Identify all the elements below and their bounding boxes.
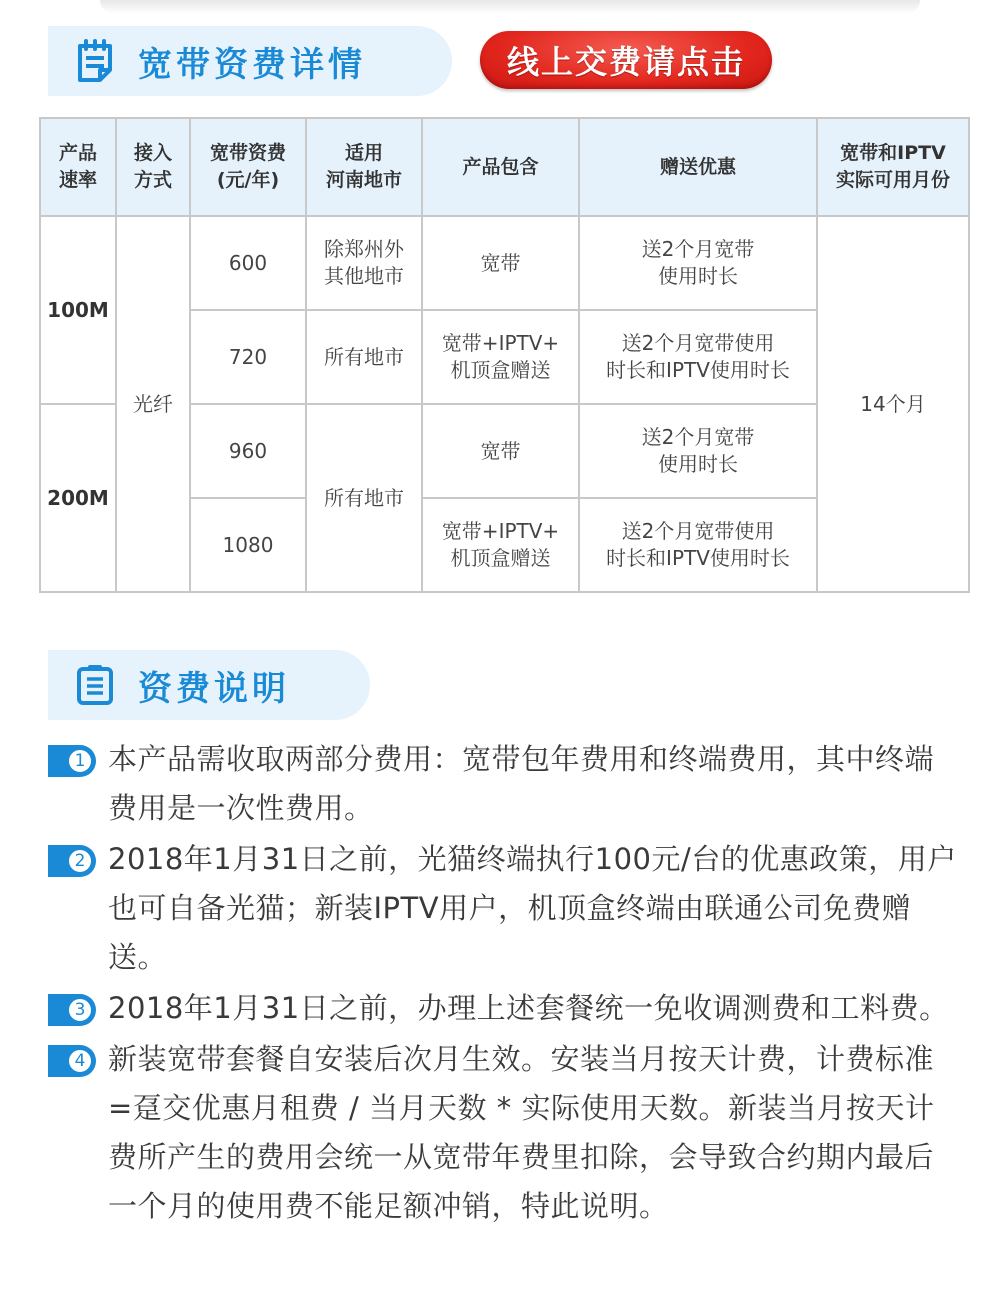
header-access-method: 接入 方式	[116, 118, 190, 216]
fee-cell: 1080	[190, 498, 306, 592]
list-item	[48, 984, 968, 1033]
online-payment-button[interactable]: 线上交费请点击	[480, 31, 772, 89]
section-header-fee-notes	[48, 650, 370, 720]
includes-cell: 宽带+IPTV+ 机顶盒赠送	[422, 498, 579, 592]
note-text: 新装宽带套餐自安装后次月生效。安装当月按天计费，计费标准=趸交优惠月租费 / 当月天数 * 实际使用天数。新装当月按天计费所产生的费用会统一从宽带年费里扣除，会导致合约期内最后一个月的使用费不能足额冲销，特此说明。	[108, 1042, 935, 1223]
bonus-cell: 送2个月宽带使用 时长和IPTV使用时长	[579, 498, 817, 592]
list-item	[48, 1035, 968, 1231]
note-text: 2018年1月31日之前，光猫终端执行100元/台的优惠政策，用户也可自备光猫；新装IPTV用户，机顶盒终端由联通公司免费赠送。	[108, 842, 957, 974]
number-badge: 3	[48, 994, 96, 1026]
broadband-fee-table	[39, 117, 970, 593]
table-row	[40, 216, 969, 310]
number-badge: 2	[48, 845, 96, 877]
includes-cell: 宽带	[422, 216, 579, 310]
section-title: 宽带资费详情	[138, 44, 366, 85]
speed-cell: 100M	[40, 216, 116, 404]
fee-cell: 960	[190, 404, 306, 498]
note-text: 本产品需收取两部分费用：宽带包年费用和终端费用，其中终端费用是一次性费用。	[108, 742, 935, 825]
speed-cell: 200M	[40, 404, 116, 592]
list-item	[48, 735, 968, 833]
fee-notes-list	[48, 735, 968, 1233]
includes-cell: 宽带	[422, 404, 579, 498]
region-cell: 所有地市	[306, 310, 422, 404]
available-months-cell: 14个月	[817, 216, 969, 592]
header-available-months: 宽带和IPTV 实际可用月份	[817, 118, 969, 216]
bonus-cell: 送2个月宽带 使用时长	[579, 216, 817, 310]
notepad-icon	[72, 38, 118, 84]
header-annual-fee: 宽带资费 (元/年)	[190, 118, 306, 216]
note-text: 2018年1月31日之前，办理上述套餐统一免收调测费和工料费。	[108, 991, 949, 1025]
region-cell: 所有地市	[306, 404, 422, 592]
bonus-cell: 送2个月宽带 使用时长	[579, 404, 817, 498]
number-badge: 1	[48, 745, 96, 777]
fee-cell: 600	[190, 216, 306, 310]
header-region: 适用 河南地市	[306, 118, 422, 216]
top-shadow-decoration	[100, 0, 920, 14]
number-badge: 4	[48, 1045, 96, 1077]
region-cell: 除郑州外 其他地市	[306, 216, 422, 310]
header-speed: 产品 速率	[40, 118, 116, 216]
table-header-row	[40, 118, 969, 216]
fee-cell: 720	[190, 310, 306, 404]
clipboard-list-icon	[72, 662, 118, 708]
header-includes: 产品包含	[422, 118, 579, 216]
header-bonus: 赠送优惠	[579, 118, 817, 216]
access-method-cell: 光纤	[116, 216, 190, 592]
bonus-cell: 送2个月宽带使用 时长和IPTV使用时长	[579, 310, 817, 404]
section-header-fee-details	[48, 26, 452, 96]
includes-cell: 宽带+IPTV+ 机顶盒赠送	[422, 310, 579, 404]
section-title: 资费说明	[138, 668, 290, 709]
list-item	[48, 835, 968, 982]
